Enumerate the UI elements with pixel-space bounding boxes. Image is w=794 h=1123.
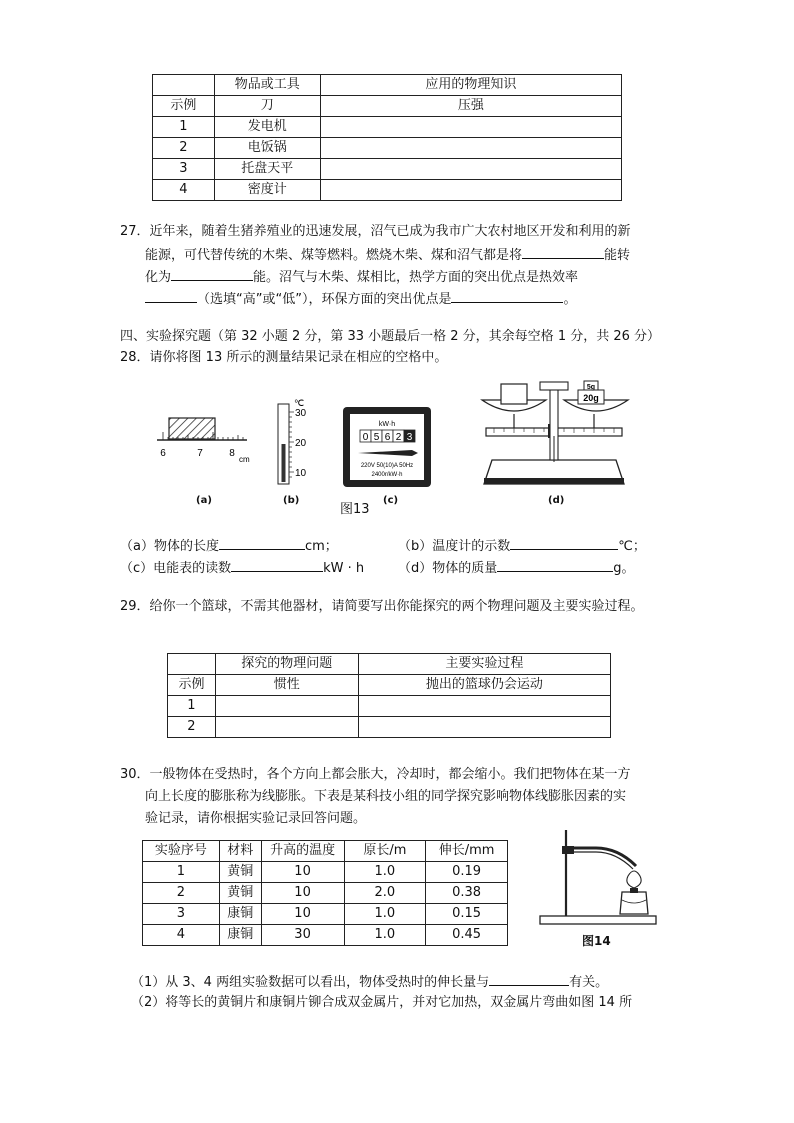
answer-blank[interactable] [171,266,253,281]
q27-text: 化为 [145,270,172,285]
table-cell: 刀 [214,96,320,117]
answer-blank[interactable] [145,288,197,303]
answer-blank[interactable] [231,557,323,572]
q30-text: 有关。 [569,975,609,990]
table-cell: 康铜 [219,904,261,925]
thermometer-ticks [289,412,294,477]
figure-sublabel: (d) [548,495,565,506]
table-cell: 0.15 [426,904,508,925]
table-row [153,117,622,138]
table-header-cell: 材料 [219,841,261,862]
table-cell: 1.0 [344,925,426,946]
weighed-object [501,384,527,404]
table-cell: 3 [143,904,220,925]
stand-base [540,916,656,924]
meter-digit: 5 [373,432,380,443]
answer-blank[interactable] [489,971,569,986]
table-row [168,696,611,717]
table-cell: 0.19 [426,862,508,883]
q28-question: 28．请你将图 13 所示的测量结果记录在相应的空格中。 [120,350,448,365]
tools-physics-table [152,74,622,201]
meter-digits [360,430,415,443]
table-cell: 1 [143,862,220,883]
table-cell: 0.45 [426,925,508,946]
table-cell: 10 [261,904,344,925]
table-header-cell [168,654,216,675]
mercury-column [282,444,286,482]
table-cell: 托盘天平 [214,159,320,180]
electricity-meter-figure [342,406,432,488]
table-cell: 黄铜 [219,862,261,883]
table-cell: 2 [168,717,216,738]
table-row [153,138,622,159]
figure-sublabel: (b) [283,495,300,506]
table-cell: 康铜 [219,925,261,946]
basketball-table [167,653,611,738]
answer-label: （c）电能表的读数 [120,561,232,576]
section-title: 四、实验探究题（第 32 小题 2 分，第 33 小题最后一格 2 分，其余每空格 1 分，共 26 分） [120,329,661,344]
table-cell: 4 [153,180,215,201]
table-cell: 压强 [320,96,621,117]
q30-sub1 [131,971,608,993]
table-cell: 2 [153,138,215,159]
table-answer-cell[interactable] [320,180,621,201]
table-answer-cell[interactable] [320,159,621,180]
table-cell: 30 [261,925,344,946]
table-cell: 抛出的篮球仍会运动 [358,675,610,696]
table-cell: 黄铜 [219,883,261,904]
meter-unit-label: kW·h [378,421,396,428]
ruler-tick-label: 8 [229,448,235,459]
table-cell: 发电机 [214,117,320,138]
answer-label: （b）温度计的示数 [398,539,511,554]
table-answer-cell[interactable] [358,696,610,717]
q27-line1: 27．近年来，随着生猪养殖业的迅速发展，沼气已成为我市广大农村地区开发和利用的新 [120,224,631,239]
thermometer-tick-label: 30 [295,408,307,419]
table-answer-cell[interactable] [215,696,358,717]
table-answer-cell[interactable] [215,717,358,738]
table-header-cell: 实验序号 [143,841,220,862]
q30-line2: 向上长度的膨胀称为线膨胀。下表是某科技小组的同学探究影响物体线膨胀因素的实 [145,789,627,804]
table-row [168,717,611,738]
table-cell: 10 [261,883,344,904]
answer-unit: ℃； [618,539,646,554]
q27-text: 能转 [604,248,631,263]
figure-sublabel: (c) [383,495,399,506]
answer-d [398,557,635,579]
figure-caption: 图13 [340,502,370,517]
answer-unit: g。 [613,561,635,576]
figure-sublabel: (a) [196,495,212,506]
table-answer-cell[interactable] [320,138,621,159]
balance-figure [474,378,634,494]
answer-label: （a）物体的长度 [120,539,219,554]
table-cell: 2.0 [344,883,426,904]
table-row [143,862,508,883]
table-cell: 1 [168,696,216,717]
meter-spec: 220V 50(10)A 50Hz [360,463,414,469]
table-cell: 惯性 [215,675,358,696]
thermometer-unit: ℃ [294,398,305,408]
q30-line1: 30．一般物体在受热时，各个方向上都会胀大，冷却时，都会缩小。我们把物体在某一方 [120,767,631,782]
table-row [153,96,622,117]
q29-question: 29．给你一个篮球，不需其他器材，请简要写出你能探究的两个物理问题及主要实验过程。 [120,599,644,614]
table-cell: 2 [143,883,220,904]
weight-label: 20g [583,393,599,403]
table-header-cell: 应用的物理知识 [320,75,621,96]
table-header-cell [153,75,215,96]
ruler-tick-label: 7 [197,448,203,459]
q27-text: （选填“高”或“低”），环保方面的突出优点是 [197,292,452,307]
table-cell: 密度计 [214,180,320,201]
answer-blank[interactable] [451,288,563,303]
answer-blank[interactable] [522,244,604,259]
ruler-unit: cm [239,455,250,464]
table-row [153,180,622,201]
thermometer-tick-label: 10 [295,468,307,479]
table-cell: 10 [261,862,344,883]
q27-line4 [145,288,576,310]
table-row [153,159,622,180]
q30-sub2: （2）将等长的黄铜片和康铜片铆合成双金属片，并对它加热，双金属片弯曲如图 14 所 [131,995,633,1010]
table-cell: 0.38 [426,883,508,904]
table-row [143,883,508,904]
table-answer-cell[interactable] [320,117,621,138]
q27-line3 [145,266,578,288]
answer-c [120,557,364,579]
table-row [143,925,508,946]
ruler-tick-label: 6 [160,448,166,459]
table-header-cell: 探究的物理问题 [215,654,358,675]
table-header-row [153,75,622,96]
answer-a [120,535,338,557]
table-cell: 1.0 [344,862,426,883]
bimetal-figure [536,826,666,930]
answer-label: （d）物体的质量 [398,561,498,576]
meter-digit: 6 [384,432,391,443]
table-cell: 示例 [153,96,215,117]
table-row [143,904,508,925]
table-header-cell: 伸长/mm [426,841,508,862]
flame [627,871,641,888]
q27-text: 。 [563,292,577,307]
expansion-table [142,840,508,946]
table-cell: 1.0 [344,904,426,925]
answer-b [398,535,646,557]
ruler-figure [155,408,255,470]
meter-digit: 2 [395,432,402,443]
table-cell: 电饭锅 [214,138,320,159]
meter-digit: 3 [406,432,413,443]
table-cell: 4 [143,925,220,946]
answer-blank[interactable] [497,557,613,572]
thermometer-figure [272,396,312,488]
table-header-cell: 物品或工具 [214,75,320,96]
table-cell: 示例 [168,675,216,696]
table-header-row [168,654,611,675]
q27-text: 能源，可代替传统的木柴、煤等燃料。燃烧木柴、煤和沼气都是将 [145,248,523,263]
table-header-cell: 主要实验过程 [358,654,610,675]
answer-unit: kW · h [323,561,365,576]
answer-unit: cm； [304,539,338,554]
table-header-cell: 升高的温度 [261,841,344,862]
q27-text: 能。沼气与木柴、煤相比，热学方面的突出优点是热效率 [253,270,579,285]
table-answer-cell[interactable] [358,717,610,738]
q30-text: （1）从 3、4 两组实验数据可以看出，物体受热时的伸长量与 [131,975,490,990]
table-cell: 3 [153,159,215,180]
weight-label: 5g [586,384,596,391]
meter-spec: 2400r/kW·h [371,472,403,478]
figure-caption: 图14 [582,934,611,948]
table-header-row [143,841,508,862]
answer-blank[interactable] [219,535,305,550]
thermometer-tick-label: 20 [295,438,307,449]
table-cell: 1 [153,117,215,138]
table-row [168,675,611,696]
q27-line2 [145,244,630,266]
answer-blank[interactable] [510,535,618,550]
q30-line3: 验记录，请你根据实验记录回答问题。 [145,811,367,826]
meter-digit: 0 [362,432,369,443]
measured-block [169,418,215,439]
table-header-cell: 原长/m [344,841,426,862]
